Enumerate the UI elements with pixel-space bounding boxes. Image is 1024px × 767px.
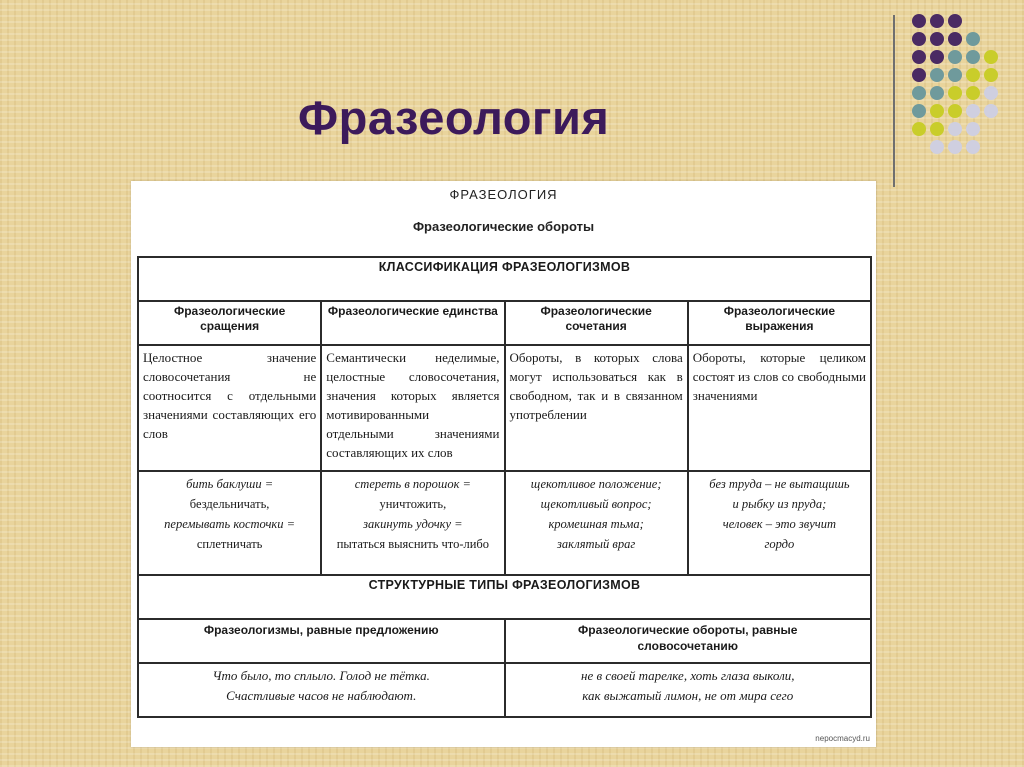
definition-cell: Обороты, которые целиком состоят из слов со свободными значениями <box>688 345 871 471</box>
phraseology-figure <box>131 181 876 747</box>
example-line: щекотливое положение; <box>530 477 662 491</box>
structural-type-header: Фразеологические обороты, равные словосочетанию <box>578 623 798 653</box>
example-line: и рыбку из пруда; <box>732 497 827 511</box>
decorative-dot <box>966 86 980 100</box>
example-line: бездельничать, <box>189 497 270 511</box>
decorative-dot <box>948 32 962 46</box>
decorative-dot <box>930 104 944 118</box>
slide-title: Фразеология <box>298 91 610 144</box>
examples-cell <box>505 663 872 717</box>
decorative-dot <box>912 122 926 136</box>
phraseology-table <box>137 256 872 718</box>
decorative-dot <box>930 122 944 136</box>
decorative-dot <box>948 104 962 118</box>
figure-subheading: Фразеологические обороты <box>412 219 595 234</box>
examples-cell <box>138 471 321 575</box>
example-line: гордо <box>764 537 795 551</box>
decorative-dot <box>966 68 980 82</box>
decorative-dot <box>930 140 944 154</box>
example-line: человек – это звучит <box>722 517 836 531</box>
decorative-divider <box>893 15 895 187</box>
column-header: Фразеологические единства <box>321 301 504 345</box>
example-line: кромешная тьма; <box>548 517 644 531</box>
decorative-dot <box>912 32 926 46</box>
structural-types-title: СТРУКТУРНЫЕ ТИПЫ ФРАЗЕОЛОГИЗМОВ <box>138 575 871 619</box>
decorative-dot <box>912 50 926 64</box>
decorative-dot-grid <box>912 14 1022 164</box>
decorative-dot <box>930 86 944 100</box>
classification-title: КЛАССИФИКАЦИЯ ФРАЗЕОЛОГИЗМОВ <box>138 257 871 301</box>
decorative-dot <box>912 68 926 82</box>
decorative-dot <box>984 50 998 64</box>
example-line: бить баклуши = <box>186 477 274 491</box>
example-line: сплетничать <box>196 537 263 551</box>
column-header: Фразеологические сочетания <box>505 301 688 345</box>
decorative-dot <box>912 104 926 118</box>
decorative-dot <box>930 32 944 46</box>
examples-cell <box>505 471 688 575</box>
example-line: уничтожить, <box>379 497 447 511</box>
decorative-dot <box>966 104 980 118</box>
decorative-dot <box>930 68 944 82</box>
examples-cell <box>688 471 871 575</box>
decorative-dot <box>984 68 998 82</box>
decorative-dot <box>930 14 944 28</box>
example-line: пытаться выяснить что-либо <box>336 537 490 551</box>
example-line: без труда – не вытащишь <box>709 477 850 491</box>
example-line: как выжатый лимон, не от мира сего <box>582 688 794 703</box>
decorative-dot <box>966 140 980 154</box>
decorative-dot <box>912 86 926 100</box>
decorative-dot <box>948 68 962 82</box>
structural-type-header: Фразеологизмы, равные предложению <box>203 623 439 637</box>
examples-cell <box>321 471 504 575</box>
column-header <box>505 619 872 663</box>
examples-cell <box>138 663 505 717</box>
decorative-dot <box>948 14 962 28</box>
decorative-dot <box>930 50 944 64</box>
example-line: Что было, то сплыло. Голод не тётка. <box>212 668 430 683</box>
definition-cell: Семантически неделимые, целостные словосочетания, значения которых является мотивированными отдельными значениями составляющих их слов <box>321 345 504 471</box>
decorative-dot <box>966 122 980 136</box>
decorative-dot <box>966 32 980 46</box>
example-line: не в своей тарелке, хоть глаза выколи, <box>581 668 795 683</box>
definition-cell: Целостное значение словосочетания не соотносится с отдельными значениями составляющих его слов <box>138 345 321 471</box>
decorative-dot <box>948 140 962 154</box>
decorative-dot <box>966 50 980 64</box>
decorative-dot <box>984 104 998 118</box>
decorative-dot <box>912 14 926 28</box>
example-line: перемывать косточки = <box>164 517 296 531</box>
decorative-dot <box>948 86 962 100</box>
example-line: стереть в порошок = <box>354 477 471 491</box>
decorative-dot <box>984 86 998 100</box>
definition-cell: Обороты, в которых слова могут использоваться как в свободном, так и в связанном употреблении <box>505 345 688 471</box>
column-header: Фразеологические выражения <box>688 301 871 345</box>
column-header <box>138 619 505 663</box>
source-watermark: nepocmacyd.ru <box>815 734 870 743</box>
decorative-dot <box>948 122 962 136</box>
decorative-dot <box>948 50 962 64</box>
example-line: щекотливый вопрос; <box>540 497 652 511</box>
figure-heading: ФРАЗЕОЛОГИЯ <box>449 187 558 202</box>
example-line: Счастливые часов не наблюдают. <box>226 688 417 703</box>
column-header: Фразеологические сращения <box>138 301 321 345</box>
example-line: закинуть удочку = <box>363 517 463 531</box>
example-line: заклятый враг <box>557 537 636 551</box>
